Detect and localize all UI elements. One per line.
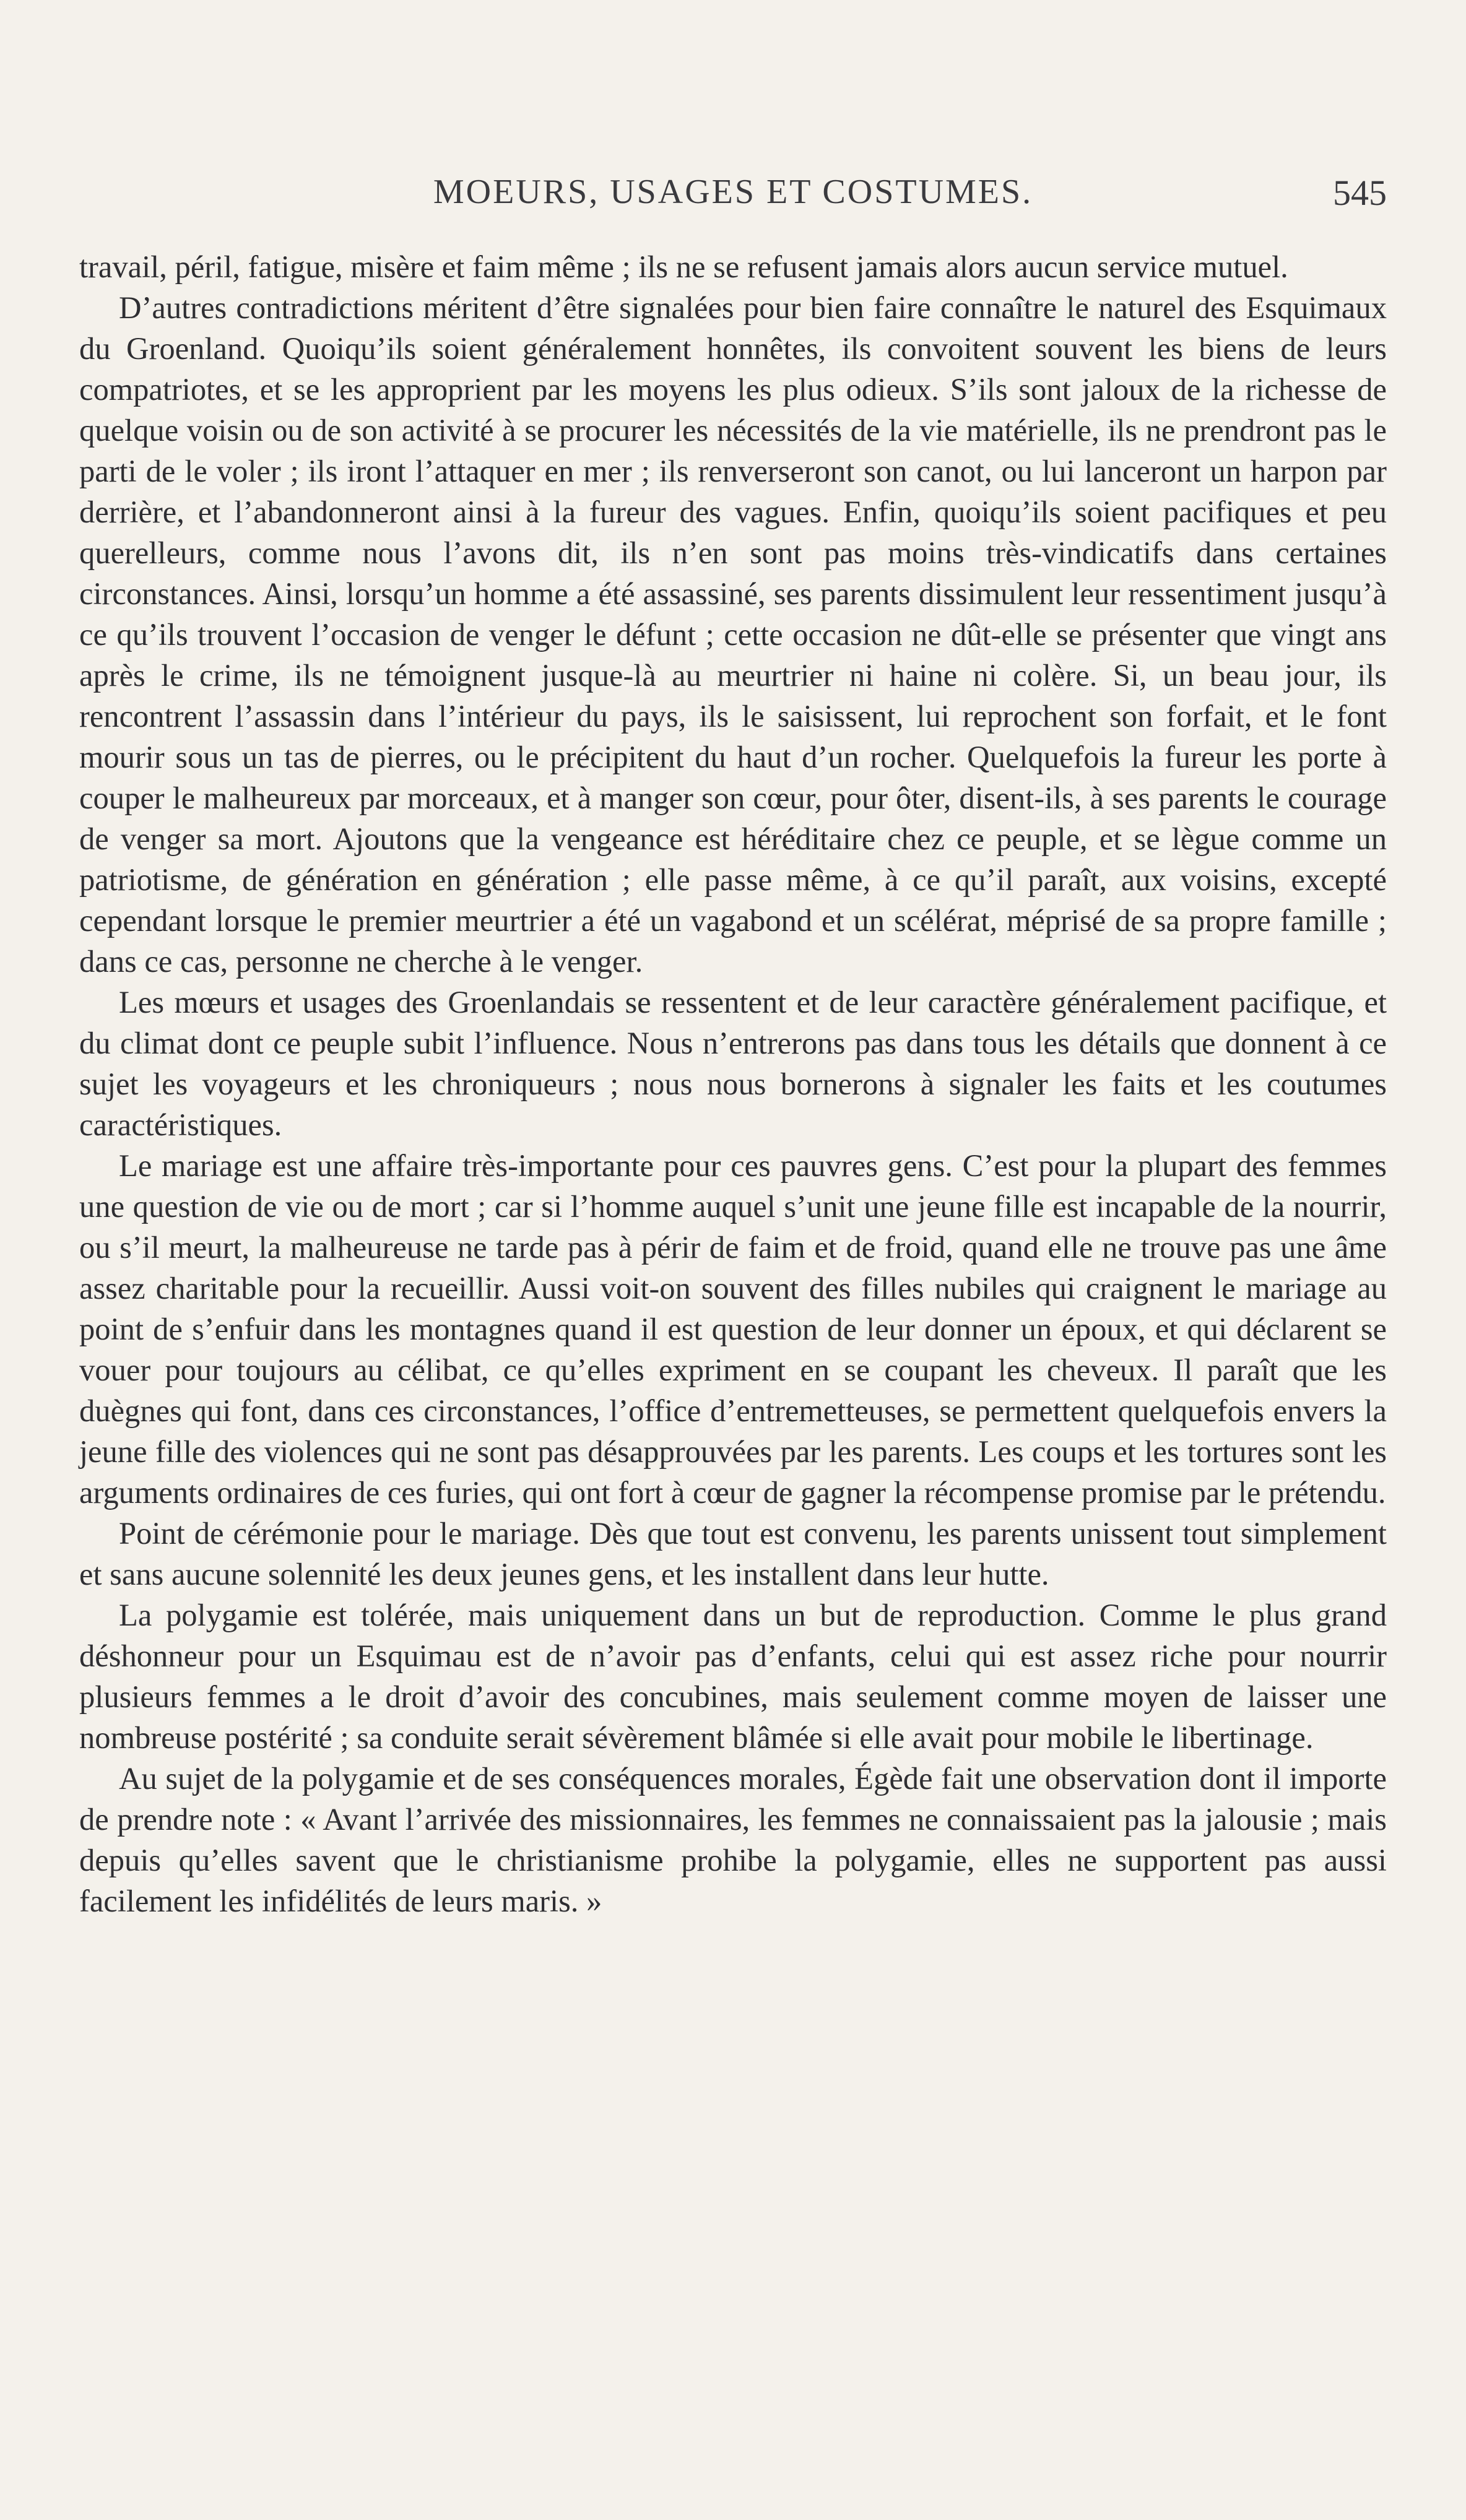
running-title: MOEURS, USAGES ET COSTUMES. (433, 173, 1033, 211)
running-head (79, 172, 1387, 222)
paragraph-continuation: travail, péril, fatigue, misère et faim même ; ils ne se refusent jamais alors aucun service mutuel. (79, 249, 1288, 284)
paragraph-contradictions: D’autres contradictions méritent d’être signalées pour bien faire connaître le naturel des Esquimaux du Groenland. Quoiqu’ils soient généralement honnêtes, ils convoitent souvent les biens de leurs compatriotes, et se les approprient par les moyens les plus odieux. S’ils sont jaloux de la richesse de quelque voisin ou de son activité à se procurer les nécessités de la vie matérielle, ils ne prendront pas le parti de le voler ; ils iront l’attaquer en mer ; ils renverseront son canot, ou lui lanceront un harpon par derrière, et l’abandonneront ainsi à la fureur des vagues. Enfin, quoiqu’ils soient pacifiques et peu querelleurs, comme nous l’avons dit, ils n’en sont pas moins très-vindicatifs dans certaines circonstances. Ainsi, lorsqu’un homme a été assassiné, ses parents dissimulent leur ressentiment jusqu’à ce qu’ils trouvent l’occasion de venger le défunt ; cette occasion ne dût-elle se présenter que vingt ans après le crime, ils ne témoignent jusque-là au meurtrier ni haine ni colère. Si, un beau jour, ils rencontrent l’assassin dans l’intérieur du pays, ils le saisissent, lui reprochent son forfait, et le font mourir sous un tas de pierres, ou le précipitent du haut d’un rocher. Quelquefois la fureur les porte à couper le malheureux par morceaux, et à manger son cœur, pour ôter, disent-ils, à ses parents le courage de venger sa mort. Ajoutons que la vengeance est héréditaire chez ce peuple, et se lègue comme un patriotisme, de génération en génération ; elle passe même, à ce qu’il paraît, aux voisins, excepté cependant lorsque le premier meurtrier a été un vagabond et un scélérat, méprisé de sa propre famille ; dans ce cas, personne ne cherche à le venger. (79, 290, 1387, 979)
paragraph-mariage: Le mariage est une affaire très-importante pour ces pauvres gens. C’est pour la plupart des femmes une question de vie ou de mort ; car si l’homme auquel s’unit une jeune fille est incapable de la nourrir, ou s’il meurt, la malheureuse ne tarde pas à périr de faim et de froid, quand elle ne trouve pas une âme assez charitable pour la recueillir. Aussi voit-on souvent des filles nubiles qui craignent le mariage au point de s’enfuir dans les montagnes quand il est question de leur donner un époux, et qui déclarent se vouer pour toujours au célibat, ce qu’elles expriment en se coupant les cheveux. Il paraît que les duègnes qui font, dans ces circonstances, l’office d’entremetteuses, se permettent quelquefois envers la jeune fille des violences qui ne sont pas désapprouvées par les parents. Les coups et les tortures sont les arguments ordinaires de ces furies, qui ont fort à cœur de gagner la récompense promise par le prétendu. (79, 1148, 1387, 1510)
page-number: 545 (1333, 173, 1387, 213)
paragraph-ceremonie: Point de cérémonie pour le mariage. Dès que tout est convenu, les parents unissent tout simplement et sans aucune solennité les deux jeunes gens, et les installent dans leur hutte. (79, 1516, 1387, 1591)
paragraph-polygamie: La polygamie est tolérée, mais uniquement dans un but de reproduction. Comme le plus grand déshonneur pour un Esquimau est de n’avoir pas d’enfants, celui qui est assez riche pour nourrir plusieurs femmes a le droit d’avoir des concubines, mais seulement comme moyen de laisser une nombreuse postérité ; sa conduite serait sévèrement blâmée si elle avait pour mobile le libertinage. (79, 1598, 1387, 1755)
body-text (79, 246, 1387, 1921)
paragraph-egede: Au sujet de la polygamie et de ses conséquences morales, Égède fait une observation dont il importe de prendre note : « Avant l’arrivée des missionnaires, les femmes ne connaissaient pas la jalousie ; mais depuis qu’elles savent que le christianisme prohibe la polygamie, elles ne supportent pas aussi facilement les infidélités de leurs maris. » (79, 1761, 1387, 1918)
paragraph-moeurs: Les mœurs et usages des Groenlandais se ressentent et de leur caractère généralement pacifique, et du climat dont ce peuple subit l’influence. Nous n’entrerons pas dans tous les détails que donnent à ce sujet les voyageurs et les chroniqueurs ; nous nous bornerons à signaler les faits et les coutumes caractéristiques. (79, 985, 1387, 1142)
